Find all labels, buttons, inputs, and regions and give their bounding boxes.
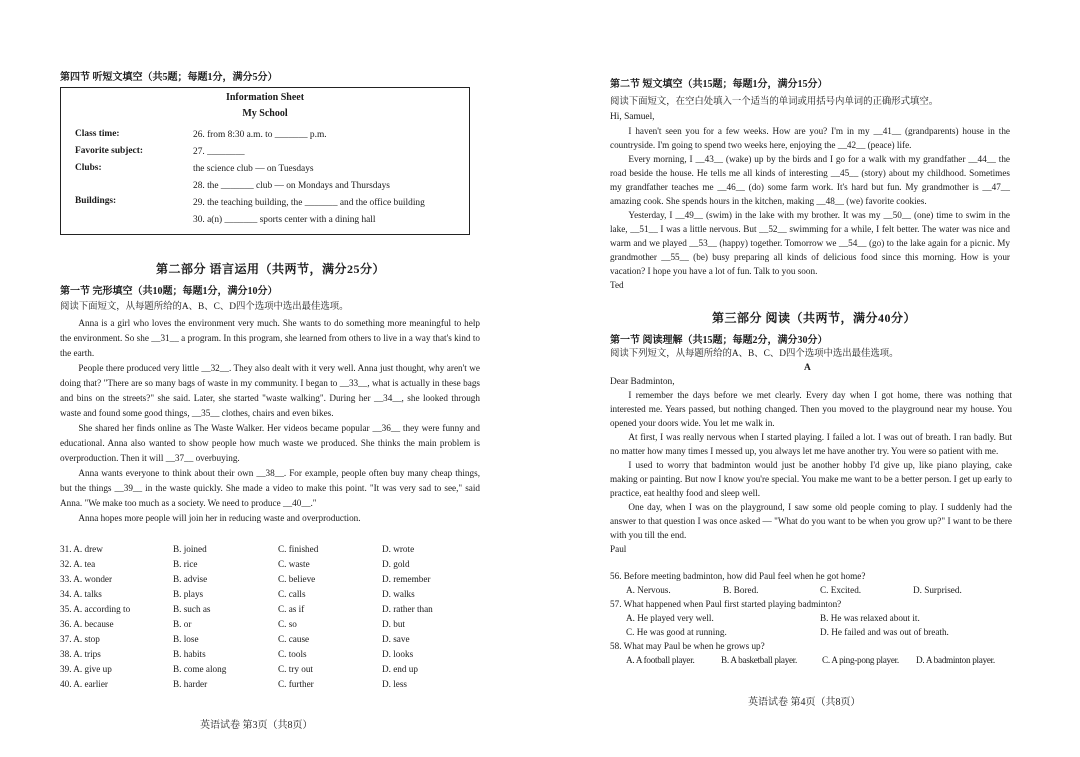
letter-paragraph: Every morning, I __43__ (wake) up by the birds and I go for a walk with my grandfather __44__ the road beside the house. He tells me all kinds of interesting __45__ (story) about my childhood. Sometimes my grandfather teaches me __46__ (do) some farm work. It's hard but fun. My grandmother is __47__ amazing cook. She spends hours in the kitchen, making __48__ (we) favorite cookies. — [610, 154, 1010, 206]
passage-paragraph: I remember the days before we met clearly. Every day when I got home, there was nothing that interested me. Years passed, but nothing changed. Then you moved to the playground near my house. You opened your doors wide. You let me walk in. — [610, 390, 1012, 428]
option-36b: B. or — [173, 619, 192, 629]
reading-passage — [610, 388, 1012, 556]
option-40b: B. harder — [173, 679, 208, 689]
letter-paragraph: Yesterday, I __49__ (swim) in the lake with my brother. It was my __50__ (one) time to swim in the lake, __51__ I was a little nervous. But __52__ swimming for a while, I felt better. The water was nice and warm and we played __53__ (happy) together. Tomorrow we __54__ (go) to the lake again for a picnic. My grandmother __55__ (be) busy preparing all kinds of delicious food since this morning. How is your vacation? I hope you have a lot of fun. Talk to you soon. — [610, 210, 1010, 276]
option-33a: 33. A. wonder — [60, 574, 113, 584]
option-35a: 35. A. according to — [60, 604, 131, 614]
q56-option-b: B. Bored. — [723, 585, 759, 595]
letter-signature: Ted — [610, 280, 624, 290]
part3-title: 第三部分 阅读（共两节，满分40分） — [712, 311, 917, 325]
info-sheet-title: Information Sheet — [225, 92, 305, 103]
option-32a: 32. A. tea — [60, 559, 96, 569]
option-38d: D. looks — [382, 649, 414, 659]
cloze-paragraph: Anna hopes more people will join her in reducing waste and overproduction. — [78, 513, 361, 523]
option-40d: D. less — [382, 679, 408, 689]
passage-paragraph: At first, I was really nervous when I started playing. I failed a lot. I was out of breath. I ran badly. But no matter how many times I messed up, you always let me have another try. You were so patient with me. — [610, 432, 1012, 456]
q58-option-a: A. A football player. — [626, 655, 695, 665]
q57-option-b: B. He was relaxed about it. — [820, 613, 920, 623]
section2-instruction: 阅读下面短文，在空白处填入一个适当的单词或用括号内单词的正确形式填空。 — [610, 97, 939, 107]
passage-signature: Paul — [610, 544, 627, 554]
q56-option-c: C. Excited. — [820, 585, 862, 595]
option-39d: D. end up — [382, 664, 418, 674]
q58-option-c: C. A ping-pong player. — [822, 655, 899, 665]
cloze-paragraph: Anna is a girl who loves the environment very much. She wants to do something more meaningful to help the environment. So she __31__ a program. In this program, she learned from others to live in a way that's kind to the earth. — [60, 318, 480, 358]
option-34b: B. plays — [173, 589, 204, 599]
option-37a: 37. A. stop — [60, 634, 100, 644]
part2-title: 第二部分 语言运用（共两节，满分25分） — [156, 262, 386, 276]
option-34a: 34. A. talks — [60, 589, 102, 599]
info-sheet-box — [60, 87, 470, 235]
right-footer: 英语试卷 第4页（共8页） — [748, 697, 861, 708]
option-32d: D. gold — [382, 559, 410, 569]
option-35d: D. rather than — [382, 604, 433, 614]
passage-paragraph: I used to worry that badminton would just be another hobby I'd give up, like piano playing, cake making or painting. But now I know you're special. You make me want to be a better person. I get up early to practice, eat healthy food and sleep well. — [610, 460, 1012, 498]
info-label-favorite-subject: Favorite subject: — [75, 146, 143, 156]
option-39b: B. come along — [173, 664, 227, 674]
option-31d: D. wrote — [382, 544, 415, 554]
option-34d: D. walks — [382, 589, 415, 599]
info-label-buildings: Buildings: — [75, 196, 117, 206]
reading-section-title: 第一节 阅读理解（共15题；每题2分，满分30分） — [610, 335, 828, 346]
info-value-26: 26. from 8:30 a.m. to _______ p.m. — [193, 130, 327, 140]
section1-instruction: 阅读下面短文，从每题所给的A、B、C、D四个选项中选出最佳选项。 — [60, 302, 349, 312]
section4-title: 第四节 听短文填空（共5题；每题1分，满分5分） — [60, 72, 278, 83]
option-40c: C. further — [278, 679, 314, 689]
option-36a: 36. A. because — [60, 619, 114, 629]
section2-title: 第二节 短文填空（共15题；每题1分，满分15分） — [610, 79, 828, 90]
cloze-passage — [60, 316, 480, 526]
option-34c: C. calls — [278, 589, 306, 599]
letter-paragraph: I haven't seen you for a few weeks. How are you? I'm in my __41__ (grandparents) house in the countryside. I'm going to spend two weeks here, enjoying the __42__ (peace) life. — [610, 126, 1010, 150]
q57-option-d: D. He failed and was out of breath. — [820, 627, 949, 637]
option-38b: B. habits — [173, 649, 206, 659]
cloze-paragraph: Anna wants everyone to think about their own __38__. For example, people often buy many cheap things, but the things __39__ in the waste quickly. She made a video to make this point. "It was very sad to see," said Anna. "We make too much as a society. We need to produce __40__." — [60, 468, 480, 508]
cloze-paragraph: She shared her finds online as The Waste Walker. Her videos became popular __36__ they were funny and educational. Anna also wanted to show people how much waste we produced. She thinks the main problem is overproduction. Then it will __37__ overbuying. — [60, 423, 480, 463]
option-33b: B. advise — [173, 574, 208, 584]
info-label-class-time: Class time: — [75, 129, 120, 139]
q57-option-a: A. He played very well. — [626, 613, 714, 623]
reading-instruction: 阅读下列短文，从每题所给的A、B、C、D四个选项中选出最佳选项。 — [610, 349, 899, 359]
cloze-paragraph: People there produced very little __32__. They also dealt with it very well. Anna just thought, why aren't we doing that? "There are so many bags of waste in my community. I began to __33__, what is actually in these bags and bins on the streets?" she said. Later, she started "waste walking". During her __34__, she looked through waste and found some good things, __35__ clothes, chairs and even bikes. — [60, 363, 480, 418]
info-value-science-club: the science club — on Tuesdays — [193, 164, 314, 174]
info-value-28: 28. the _______ club — on Mondays and Thursdays — [193, 181, 390, 191]
option-36d: D. but — [382, 619, 405, 629]
option-38c: C. tools — [278, 649, 307, 659]
option-37b: B. lose — [173, 634, 199, 644]
left-footer: 英语试卷 第3页（共8页） — [200, 720, 313, 731]
q58-option-d: D. A badminton player. — [916, 655, 995, 665]
q56-option-d: D. Surprised. — [913, 585, 962, 595]
option-35c: C. as if — [278, 604, 305, 614]
question-57: 57. What happened when Paul first started playing badminton? — [610, 599, 842, 609]
option-31b: B. joined — [173, 544, 207, 554]
question-56: 56. Before meeting badminton, how did Paul feel when he got home? — [610, 571, 866, 581]
option-39c: C. try out — [278, 664, 313, 674]
info-value-29: 29. the teaching building, the _______ and the office building — [193, 198, 425, 208]
option-31c: C. finished — [278, 544, 319, 554]
option-35b: B. such as — [173, 604, 211, 614]
option-33c: C. believe — [278, 574, 316, 584]
letter-body — [610, 124, 1010, 292]
option-38a: 38. A. trips — [60, 649, 101, 659]
section1-title: 第一节 完形填空（共10题；每题1分，满分10分） — [60, 286, 278, 297]
option-37c: C. cause — [278, 634, 310, 644]
passage-greeting: Dear Badminton, — [610, 377, 675, 387]
q56-option-a: A. Nervous. — [626, 585, 671, 595]
letter-greeting: Hi, Samuel, — [610, 112, 655, 122]
option-32b: B. rice — [173, 559, 198, 569]
option-39a: 39. A. give up — [60, 664, 112, 674]
question-58: 58. What may Paul be when he grows up? — [610, 641, 765, 651]
info-label-clubs: Clubs: — [75, 163, 102, 173]
option-33d: D. remember — [382, 574, 431, 584]
q57-option-c: C. He was good at running. — [626, 627, 727, 637]
info-value-27: 27. ________ — [193, 147, 245, 157]
info-value-30: 30. a(n) _______ sports center with a dining hall — [193, 215, 376, 225]
option-32c: C. waste — [278, 559, 310, 569]
info-sheet-subtitle: My School — [242, 108, 288, 119]
passage-paragraph: One day, when I was on the playground, I saw some old people coming to play. I suddenly had the answer to that question I was once asked — "What do you want to be when you grow up?" I want to be there with you till the end. — [610, 502, 1012, 540]
option-31a: 31. A. drew — [60, 544, 103, 554]
option-40a: 40. A. earlier — [60, 679, 108, 689]
option-36c: C. so — [278, 619, 297, 629]
q58-option-b: B. A basketball player. — [721, 655, 798, 665]
option-37d: D. save — [382, 634, 410, 644]
passage-label: A — [804, 363, 811, 373]
